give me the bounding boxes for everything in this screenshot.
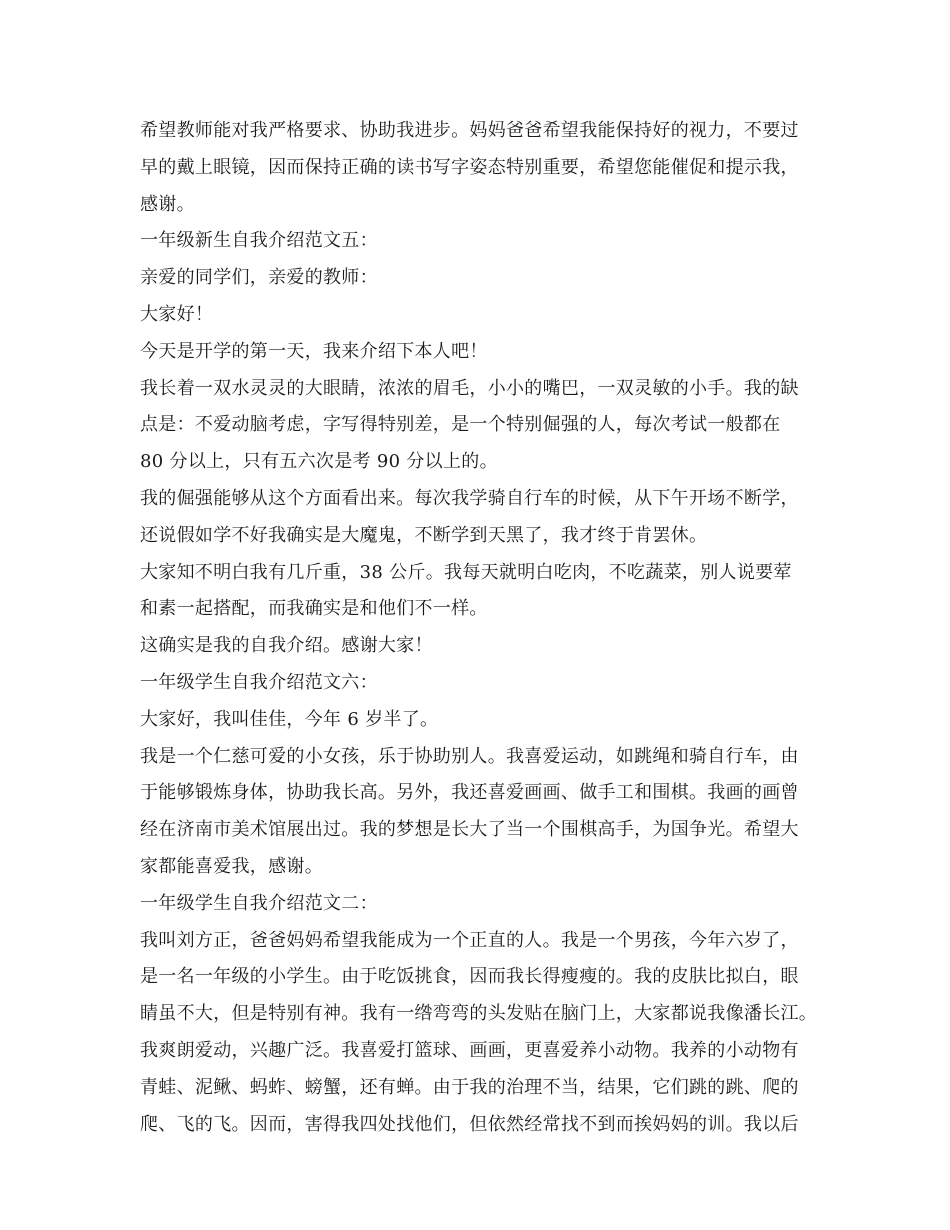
text-line: 大家知不明白我有几斤重，38 公斤。我每天就明白吃肉，不吃蔬菜，别人说要荤 bbox=[140, 561, 792, 583]
text-line: 希望教师能对我严格要求、协助我进步。妈妈爸爸希望我能保持好的视力，不要过 bbox=[140, 120, 799, 141]
text-line: 大家好，我叫佳佳，今年 6 岁半了。 bbox=[140, 708, 439, 730]
text-line: 睛虽不大，但是特别有神。我有一绺弯弯的头发贴在脑门上，大家都说我像潘长江。 bbox=[140, 1003, 818, 1025]
text-line: 我是一个仁慈可爱的小女孩，乐于协助别人。我喜爱运动，如跳绳和骑自行车，由 bbox=[140, 745, 799, 767]
text-line: 今天是开学的第一天，我来介绍下本人吧！ bbox=[140, 340, 488, 362]
text-line: 这确实是我的自我介绍。感谢大家！ bbox=[140, 635, 433, 657]
text-line: 和素一起搭配，而我确实是和他们不一样。 bbox=[140, 598, 488, 620]
text-line: 80 分以上，只有五六次是考 90 分以上的。 bbox=[140, 451, 498, 473]
text-line: 我叫刘方正，爸爸妈妈希望我能成为一个正直的人。我是一个男孩，今年六岁了， bbox=[140, 929, 799, 951]
text-line: 亲爱的同学们，亲爱的教师： bbox=[140, 267, 378, 289]
text-line: 我长着一双水灵灵的大眼睛，浓浓的眉毛，小小的嘴巴，一双灵敏的小手。我的缺 bbox=[140, 377, 799, 399]
text-line: 于能够锻炼身体，协助我长高。另外，我还喜爱画画、做手工和围棋。我画的画曾 bbox=[140, 782, 799, 804]
text-line: 爬、飞的飞。因而，害得我四处找他们，但依然经常找不到而挨妈妈的训。我以后 bbox=[140, 1113, 799, 1135]
section-heading: 一年级学生自我介绍范文六： bbox=[140, 671, 378, 693]
section-heading: 一年级学生自我介绍范文二： bbox=[140, 892, 378, 914]
text-line: 我爽朗爱动，兴趣广泛。我喜爱打篮球、画画，更喜爱养小动物。我养的小动物有 bbox=[140, 1039, 799, 1061]
text-line: 还说假如学不好我确实是大魔鬼，不断学到天黑了，我才终于肯罢休。 bbox=[140, 524, 708, 546]
section-heading: 一年级新生自我介绍范文五： bbox=[140, 230, 378, 252]
document-body bbox=[140, 113, 830, 1143]
text-line: 大家好！ bbox=[140, 303, 214, 325]
text-line: 早的戴上眼镜，因而保持正确的读书写字姿态特别重要，希望您能催促和提示我， bbox=[140, 156, 799, 178]
text-line: 家都能喜爱我，感谢。 bbox=[140, 855, 323, 877]
text-line: 点是：不爱动脑考虑，字写得特别差，是一个特别倔强的人，每次考试一般都在 bbox=[140, 414, 781, 436]
text-line: 我的倔强能够从这个方面看出来。每次我学骑自行车的时候，从下午开场不断学， bbox=[140, 487, 799, 509]
text-line: 经在济南市美术馆展出过。我的梦想是长大了当一个围棋高手，为国争光。希望大 bbox=[140, 819, 799, 841]
text-line: 青蛙、泥鳅、蚂蚱、螃蟹，还有蝉。由于我的治理不当，结果，它们跳的跳、爬的 bbox=[140, 1076, 799, 1098]
text-line: 是一名一年级的小学生。由于吃饭挑食，因而我长得瘦瘦的。我的皮肤比拟白，眼 bbox=[140, 966, 799, 988]
text-line: 感谢。 bbox=[140, 193, 195, 215]
